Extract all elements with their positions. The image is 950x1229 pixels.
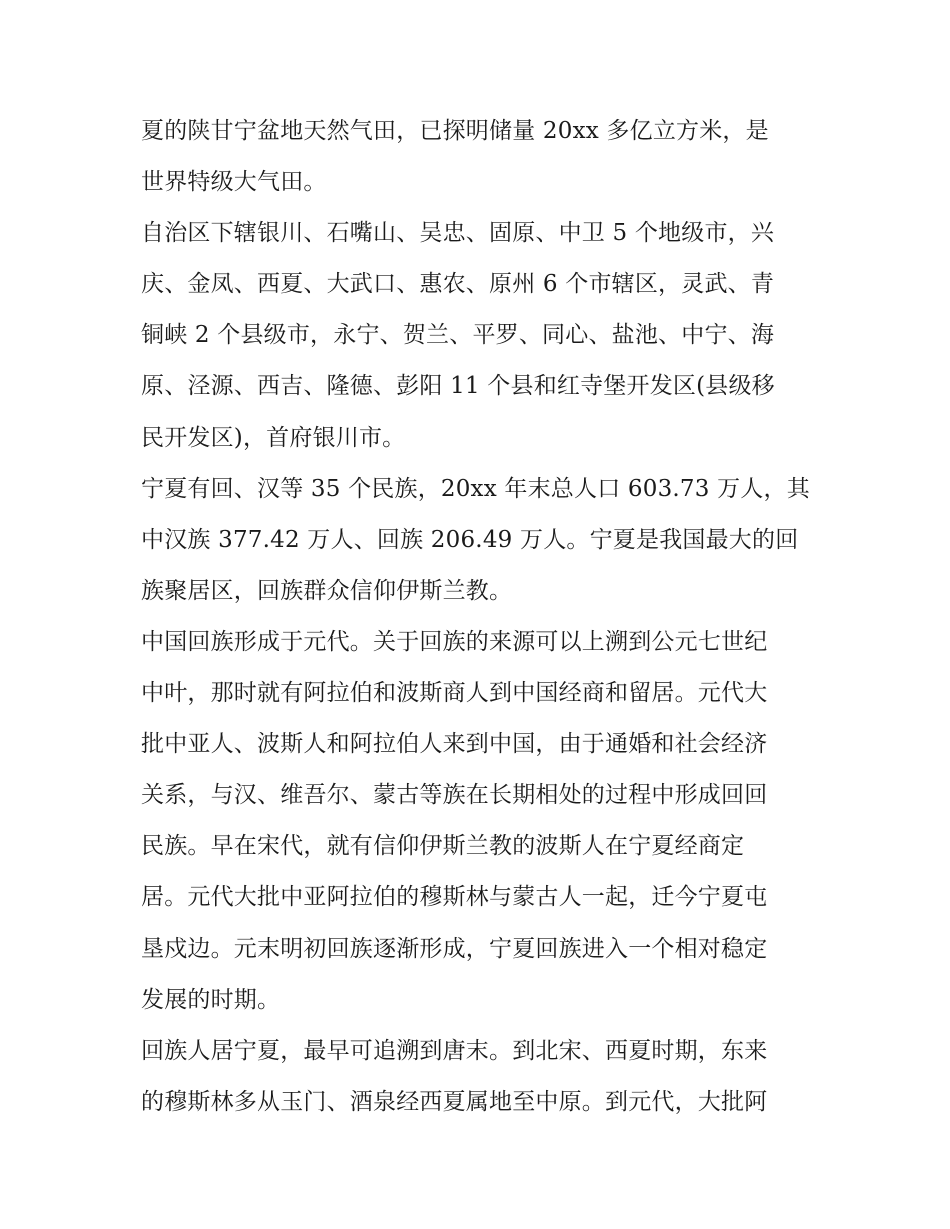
text-line: 居。元代大批中亚阿拉伯的穆斯林与蒙古人一起，迁今宁夏屯: [141, 884, 768, 911]
text-line: 世界特级大气田。: [141, 169, 327, 196]
text-line: 族聚居区，回族群众信仰伊斯兰教。: [141, 577, 513, 604]
text-line: 民族。早在宋代，就有信仰伊斯兰教的波斯人在宁夏经商定: [141, 833, 745, 860]
text-line: 中叶，那时就有阿拉伯和波斯商人到中国经商和留居。元代大: [141, 680, 768, 707]
text-line: 庆、金凤、西夏、大武口、惠农、原州 6 个市辖区，灵武、青: [141, 271, 775, 298]
text-line: 发展的时期。: [141, 986, 281, 1013]
text-line: 关系，与汉、维吾尔、蒙古等族在长期相处的过程中形成回回: [141, 782, 768, 809]
text-line: 回族人居宁夏，最早可追溯到唐末。到北宋、西夏时期，东来: [141, 1037, 768, 1064]
text-line: 垦戍边。元末明初回族逐渐形成，宁夏回族进入一个相对稳定: [141, 935, 768, 962]
text-line: 中汉族 377.42 万人、回族 206.49 万人。宁夏是我国最大的回: [141, 526, 799, 553]
text-line: 中国回族形成于元代。关于回族的来源可以上溯到公元七世纪: [141, 628, 768, 655]
text-line: 自治区下辖银川、石嘴山、吴忠、固原、中卫 5 个地级市，兴: [141, 220, 775, 247]
document-body: [141, 106, 821, 1128]
text-line: 铜峡 2 个县级市，永宁、贺兰、平罗、同心、盐池、中宁、海: [141, 322, 775, 349]
text-line: 原、泾源、西吉、隆德、彭阳 11 个县和红寺堡开发区(县级移: [141, 373, 775, 400]
text-line: 夏的陕甘宁盆地天然气田，已探明储量 20xx 多亿立方米，是: [141, 118, 769, 144]
text-line: 民开发区)，首府银川市。: [141, 424, 406, 451]
text-line: 批中亚人、波斯人和阿拉伯人来到中国，由于通婚和社会经济: [141, 731, 768, 758]
text-line: 宁夏有回、汉等 35 个民族，20xx 年末总人口 603.73 万人，其: [141, 475, 810, 502]
text-line: 的穆斯林多从玉门、酒泉经西夏属地至中原。到元代，大批阿: [141, 1088, 768, 1115]
